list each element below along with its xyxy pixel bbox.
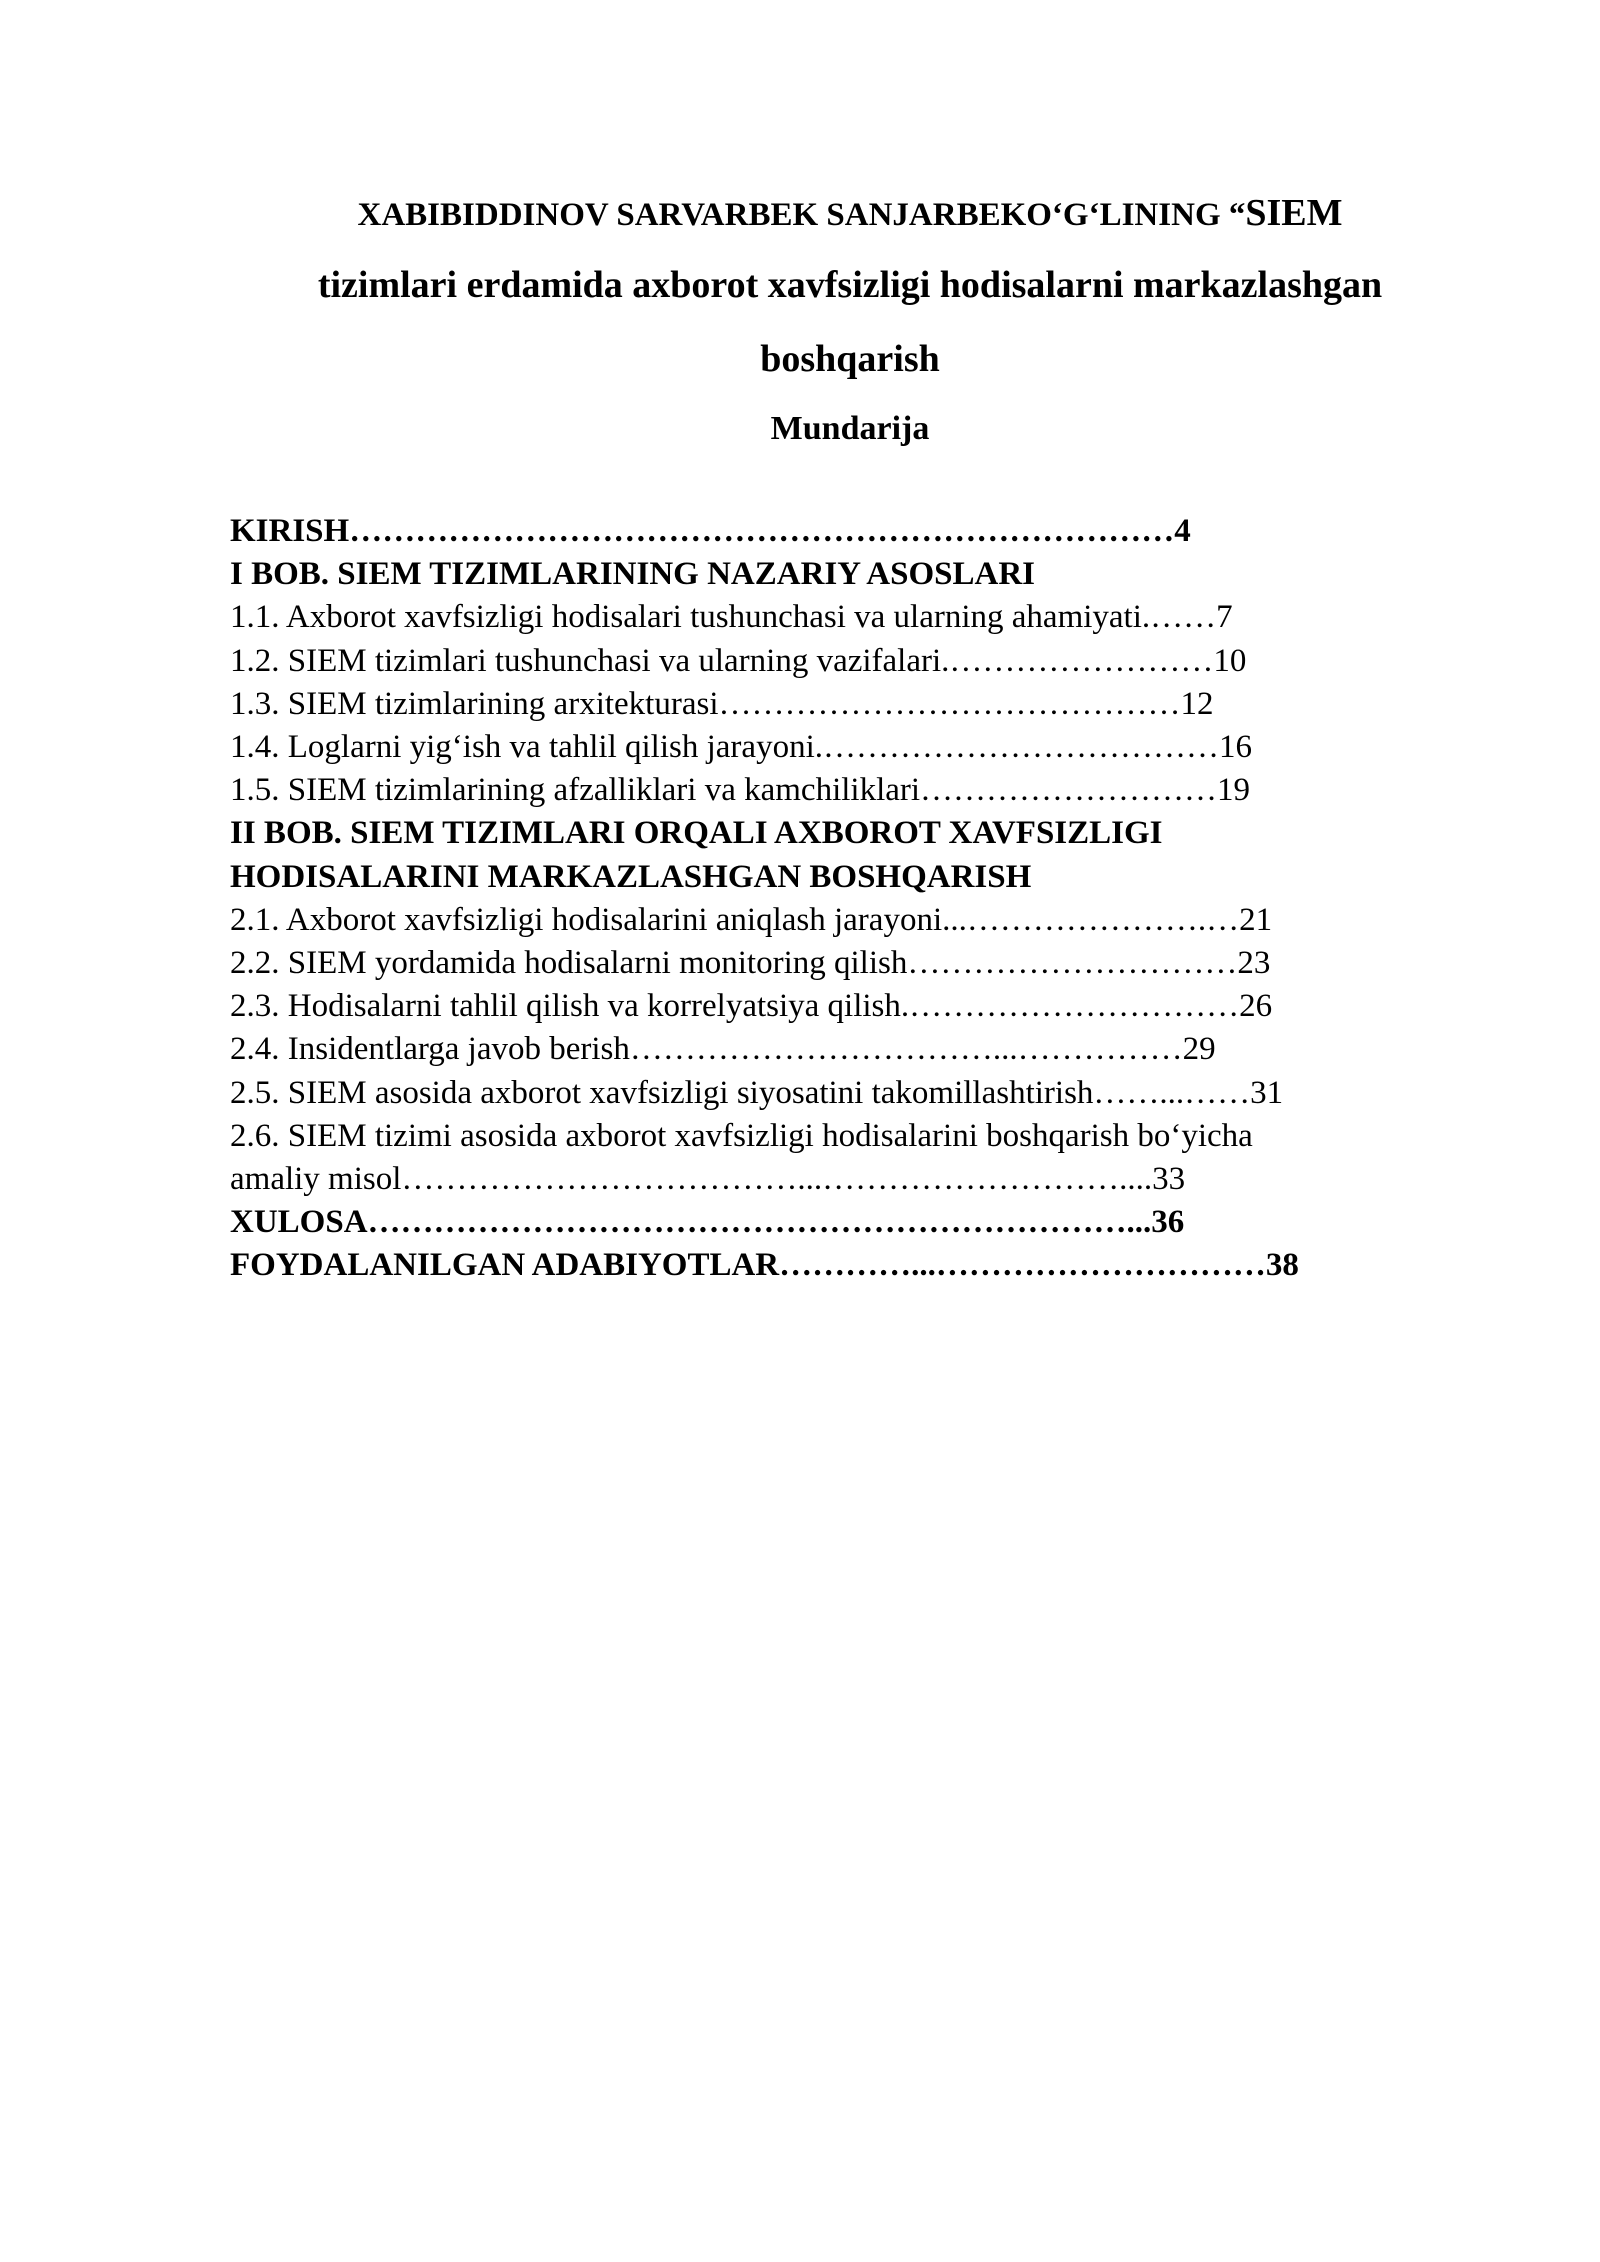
title-line-2: tizimlari erdamida axborot xavfsizligi hodisalarni markazlashgan (317, 264, 1383, 306)
title-line-1 (230, 180, 1470, 248)
title-block (230, 180, 1470, 462)
table-of-contents (230, 510, 1470, 1288)
title-line-1-prefix: XABIBIDDINOV SARVARBEK SANJARBEKO‘G‘LINING “ (357, 197, 1246, 233)
toc-chapter-2-line-1[interactable]: II BOB. SIEM TIZIMLARI ORQALI AXBOROT XAVFSIZLIGI (230, 815, 1163, 852)
toc-chapter-2-line-2[interactable]: HODISALARINI MARKAZLASHGAN BOSHQARISH (230, 858, 1032, 895)
toc-entry-1-2[interactable]: 1.2. SIEM tizimlari tushunchasi va ularning vazifalari.……………………10 (230, 642, 1247, 679)
toc-entry-2-3[interactable]: 2.3. Hodisalarni tahlil qilish va korrelyatsiya qilish.…………………………26 (230, 988, 1273, 1025)
toc-entry-2-2[interactable]: 2.2. SIEM yordamida hodisalarni monitoring qilish…………………………23 (230, 945, 1271, 982)
title-line-3: boshqarish (760, 338, 940, 380)
toc-entry-2-1[interactable]: 2.1. Axborot xavfsizligi hodisalarini aniqlash jarayoni...………………….…21 (230, 901, 1273, 938)
toc-entry-xulosa[interactable]: XULOSA……………………………………………………………...36 (230, 1204, 1185, 1241)
toc-entry-2-5[interactable]: 2.5. SIEM asosida axborot xavfsizligi siyosatini takomillashtirish……...……31 (230, 1074, 1284, 1111)
toc-chapter-1[interactable]: I BOB. SIEM TIZIMLARINING NAZARIY ASOSLARI (230, 556, 1036, 593)
toc-entry-adabiyotlar[interactable]: FOYDALANILGAN ADABIYOTLAR…………...…………………………38 (230, 1247, 1299, 1284)
toc-entry-1-1[interactable]: 1.1. Axborot xavfsizligi hodisalari tushunchasi va ularning ahamiyati.……7 (230, 599, 1233, 636)
toc-entry-1-3[interactable]: 1.3. SIEM tizimlarining arxitekturasi……………………………………12 (230, 685, 1214, 722)
toc-entry-kirish[interactable]: KIRISH…………………………………………………………………4 (230, 513, 1191, 549)
toc-heading: Mundarija (770, 410, 930, 447)
title-line-1-suffix: SIEM (1245, 192, 1343, 234)
toc-entry-1-4[interactable]: 1.4. Loglarni yig‘ish va tahlil qilish jarayoni.………………………………16 (230, 729, 1252, 766)
toc-entry-2-6-line-1[interactable]: 2.6. SIEM tizimi asosida axborot xavfsizligi hodisalarini boshqarish bo‘yicha (230, 1117, 1253, 1154)
toc-entry-1-5[interactable]: 1.5. SIEM tizimlarining afzalliklari va kamchiliklari………………………19 (230, 772, 1251, 809)
toc-entry-2-6-line-2[interactable]: amaliy misol………………………………...………………………....33 (230, 1161, 1186, 1198)
toc-entry-2-4[interactable]: 2.4. Insidentlarga javob berish……………………………...……………29 (230, 1031, 1216, 1068)
